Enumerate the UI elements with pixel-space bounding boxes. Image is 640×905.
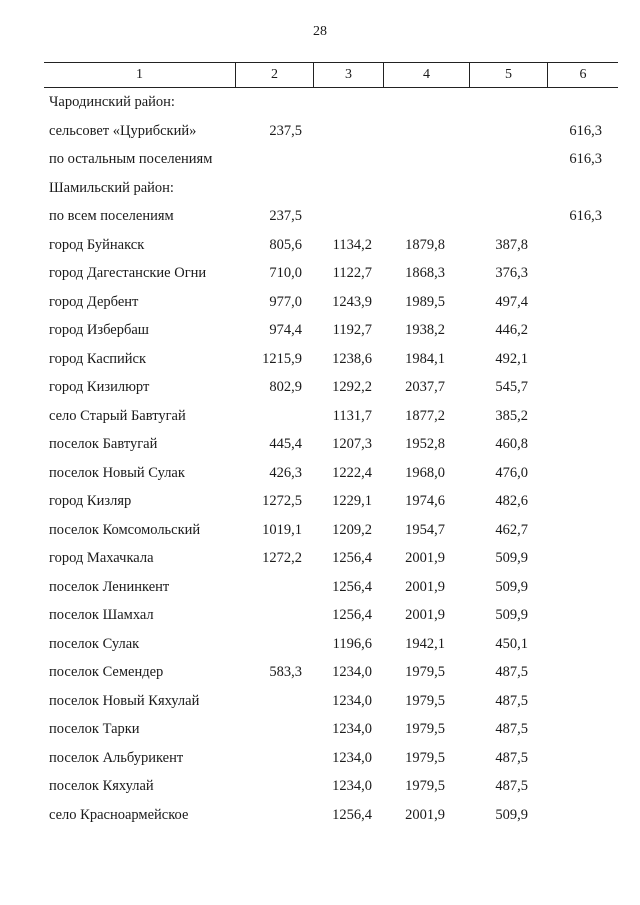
row-label: сельсовет «Цурибский»	[49, 122, 197, 139]
cell-col-2: 710,0	[269, 265, 302, 281]
cell-col-5: 509,9	[495, 607, 528, 623]
row-label: поселок Альбурикент	[49, 749, 184, 766]
cell-col-5: 487,5	[495, 721, 528, 737]
cell-col-3: 1238,6	[332, 350, 372, 367]
cell-col-3: 1234,0	[332, 721, 372, 737]
table-row	[0, 379, 640, 401]
row-label: поселок Тарки	[49, 721, 140, 737]
cell-col-5: 509,9	[495, 550, 528, 566]
cell-col-5: 545,7	[495, 379, 528, 395]
cell-col-5: 509,9	[495, 806, 528, 823]
cell-col-5: 492,1	[495, 350, 528, 367]
row-label: город Кизилюрт	[49, 379, 150, 395]
cell-col-3: 1243,9	[332, 293, 372, 310]
cell-col-5: 487,5	[495, 778, 528, 794]
table-row	[0, 636, 640, 658]
column-header-5: 5	[470, 63, 548, 87]
cell-col-2: 1272,2	[262, 550, 302, 566]
cell-col-2: 445,4	[269, 436, 302, 452]
cell-col-5: 446,2	[495, 322, 528, 338]
row-label: город Избербаш	[49, 322, 149, 338]
row-label: по остальным поселениям	[49, 151, 213, 167]
row-label: по всем поселениям	[49, 208, 174, 224]
cell-col-4: 2001,9	[405, 550, 445, 566]
table-row	[0, 579, 640, 601]
cell-col-5: 487,5	[495, 664, 528, 680]
row-label: город Кизляр	[49, 493, 132, 509]
cell-col-4: 1979,5	[405, 778, 445, 794]
table-row	[0, 351, 640, 373]
cell-col-4: 1879,8	[405, 236, 445, 253]
row-label: поселок Новый Сулак	[49, 464, 185, 481]
row-label: Чародинский район:	[49, 94, 175, 110]
cell-col-5: 462,7	[495, 521, 528, 538]
cell-col-5: 376,3	[495, 265, 528, 281]
table-row	[0, 322, 640, 344]
table-row	[0, 465, 640, 487]
cell-col-4: 1938,2	[405, 322, 445, 338]
cell-col-3: 1292,2	[332, 379, 372, 395]
cell-col-3: 1256,4	[332, 550, 372, 566]
table-row	[0, 550, 640, 572]
cell-col-2: 426,3	[269, 464, 302, 481]
cell-col-3: 1234,0	[332, 664, 372, 680]
cell-col-5: 450,1	[495, 635, 528, 652]
cell-col-3: 1256,4	[332, 578, 372, 595]
cell-col-4: 2001,9	[405, 806, 445, 823]
table-row	[0, 607, 640, 629]
column-header-1: 1	[44, 63, 236, 87]
column-header-6: 6	[579, 67, 587, 82]
cell-col-4: 2001,9	[405, 607, 445, 623]
cell-col-2: 1272,5	[262, 493, 302, 509]
row-label: Шамильский район:	[49, 179, 174, 196]
cell-col-3: 1256,4	[332, 806, 372, 823]
row-label: город Буйнакск	[49, 236, 145, 253]
cell-col-2: 1019,1	[262, 521, 302, 538]
cell-col-5: 460,8	[495, 436, 528, 452]
cell-col-4: 1952,8	[405, 436, 445, 452]
table-row	[0, 522, 640, 544]
table-row	[0, 750, 640, 772]
table-row	[0, 693, 640, 715]
cell-col-2: 805,6	[269, 236, 302, 253]
cell-col-5: 476,0	[495, 464, 528, 481]
cell-col-2: 237,5	[269, 122, 302, 139]
row-label: поселок Бавтугай	[49, 436, 158, 452]
cell-col-3: 1234,0	[332, 749, 372, 766]
row-label: поселок Новый Кяхулай	[49, 692, 200, 709]
cell-col-4: 1954,7	[405, 521, 445, 538]
cell-col-4: 2001,9	[405, 578, 445, 595]
cell-col-3: 1234,0	[332, 778, 372, 794]
cell-col-4: 1979,5	[405, 692, 445, 709]
cell-col-3: 1196,6	[332, 635, 372, 652]
table-row	[0, 493, 640, 515]
cell-col-2: 977,0	[269, 293, 302, 310]
cell-col-5: 385,2	[495, 407, 528, 424]
cell-col-3: 1256,4	[332, 607, 372, 623]
cell-col-2: 237,5	[269, 208, 302, 224]
table-row	[0, 408, 640, 430]
cell-col-3: 1134,2	[332, 236, 372, 253]
table-row	[0, 664, 640, 686]
cell-col-5: 482,6	[495, 493, 528, 509]
table-row	[0, 807, 640, 829]
row-label: село Красноармейское	[49, 806, 189, 823]
row-label: город Дербент	[49, 293, 139, 310]
cell-col-4: 1877,2	[405, 407, 445, 424]
row-label: город Дагестанские Огни	[49, 265, 207, 281]
cell-col-3: 1122,7	[332, 265, 372, 281]
row-label: город Махачкала	[49, 550, 154, 566]
cell-col-4: 1942,1	[405, 635, 445, 652]
cell-col-6: 616,3	[569, 208, 602, 224]
table-row	[0, 721, 640, 743]
row-label: поселок Сулак	[49, 635, 140, 652]
cell-col-4: 1979,5	[405, 749, 445, 766]
cell-col-3: 1209,2	[332, 521, 372, 538]
cell-col-3: 1131,7	[332, 407, 372, 424]
row-label: поселок Семендер	[49, 664, 164, 680]
table-row	[0, 151, 640, 173]
row-label: поселок Комсомольский	[49, 521, 201, 538]
cell-col-2: 974,4	[269, 322, 302, 338]
row-label: село Старый Бавтугай	[49, 407, 186, 424]
table-row	[0, 778, 640, 800]
row-label: поселок Шамхал	[49, 607, 154, 623]
table-row	[0, 265, 640, 287]
row-label: город Каспийск	[49, 350, 147, 367]
column-header-4: 4	[384, 63, 470, 87]
cell-col-3: 1222,4	[332, 464, 372, 481]
table-row	[0, 208, 640, 230]
cell-col-5: 387,8	[495, 236, 528, 253]
cell-col-2: 1215,9	[262, 350, 302, 367]
cell-col-3: 1229,1	[332, 493, 372, 509]
table-header	[44, 62, 618, 88]
cell-col-3: 1207,3	[332, 436, 372, 452]
cell-col-4: 1968,0	[405, 464, 445, 481]
cell-col-4: 1979,5	[405, 664, 445, 680]
cell-col-4: 1868,3	[405, 265, 445, 281]
cell-col-5: 487,5	[495, 749, 528, 766]
table-row	[0, 94, 640, 116]
cell-col-3: 1234,0	[332, 692, 372, 709]
cell-col-4: 1974,6	[405, 493, 445, 509]
cell-col-4: 2037,7	[405, 379, 445, 395]
cell-col-5: 497,4	[495, 293, 528, 310]
cell-col-4: 1989,5	[405, 293, 445, 310]
cell-col-5: 509,9	[495, 578, 528, 595]
row-label: поселок Кяхулай	[49, 778, 154, 794]
cell-col-5: 487,5	[495, 692, 528, 709]
page-number: 28	[313, 24, 327, 39]
table-row	[0, 436, 640, 458]
cell-col-3: 1192,7	[332, 322, 372, 338]
cell-col-2: 583,3	[269, 664, 302, 680]
cell-col-6: 616,3	[569, 151, 602, 167]
column-header-3: 3	[314, 63, 384, 87]
cell-col-4: 1984,1	[405, 350, 445, 367]
table-row	[0, 180, 640, 202]
cell-col-2: 802,9	[269, 379, 302, 395]
table-row	[0, 123, 640, 145]
cell-col-4: 1979,5	[405, 721, 445, 737]
row-label: поселок Ленинкент	[49, 578, 170, 595]
column-header-2: 2	[236, 63, 314, 87]
table-row	[0, 294, 640, 316]
table-row	[0, 237, 640, 259]
cell-col-6: 616,3	[569, 122, 602, 139]
